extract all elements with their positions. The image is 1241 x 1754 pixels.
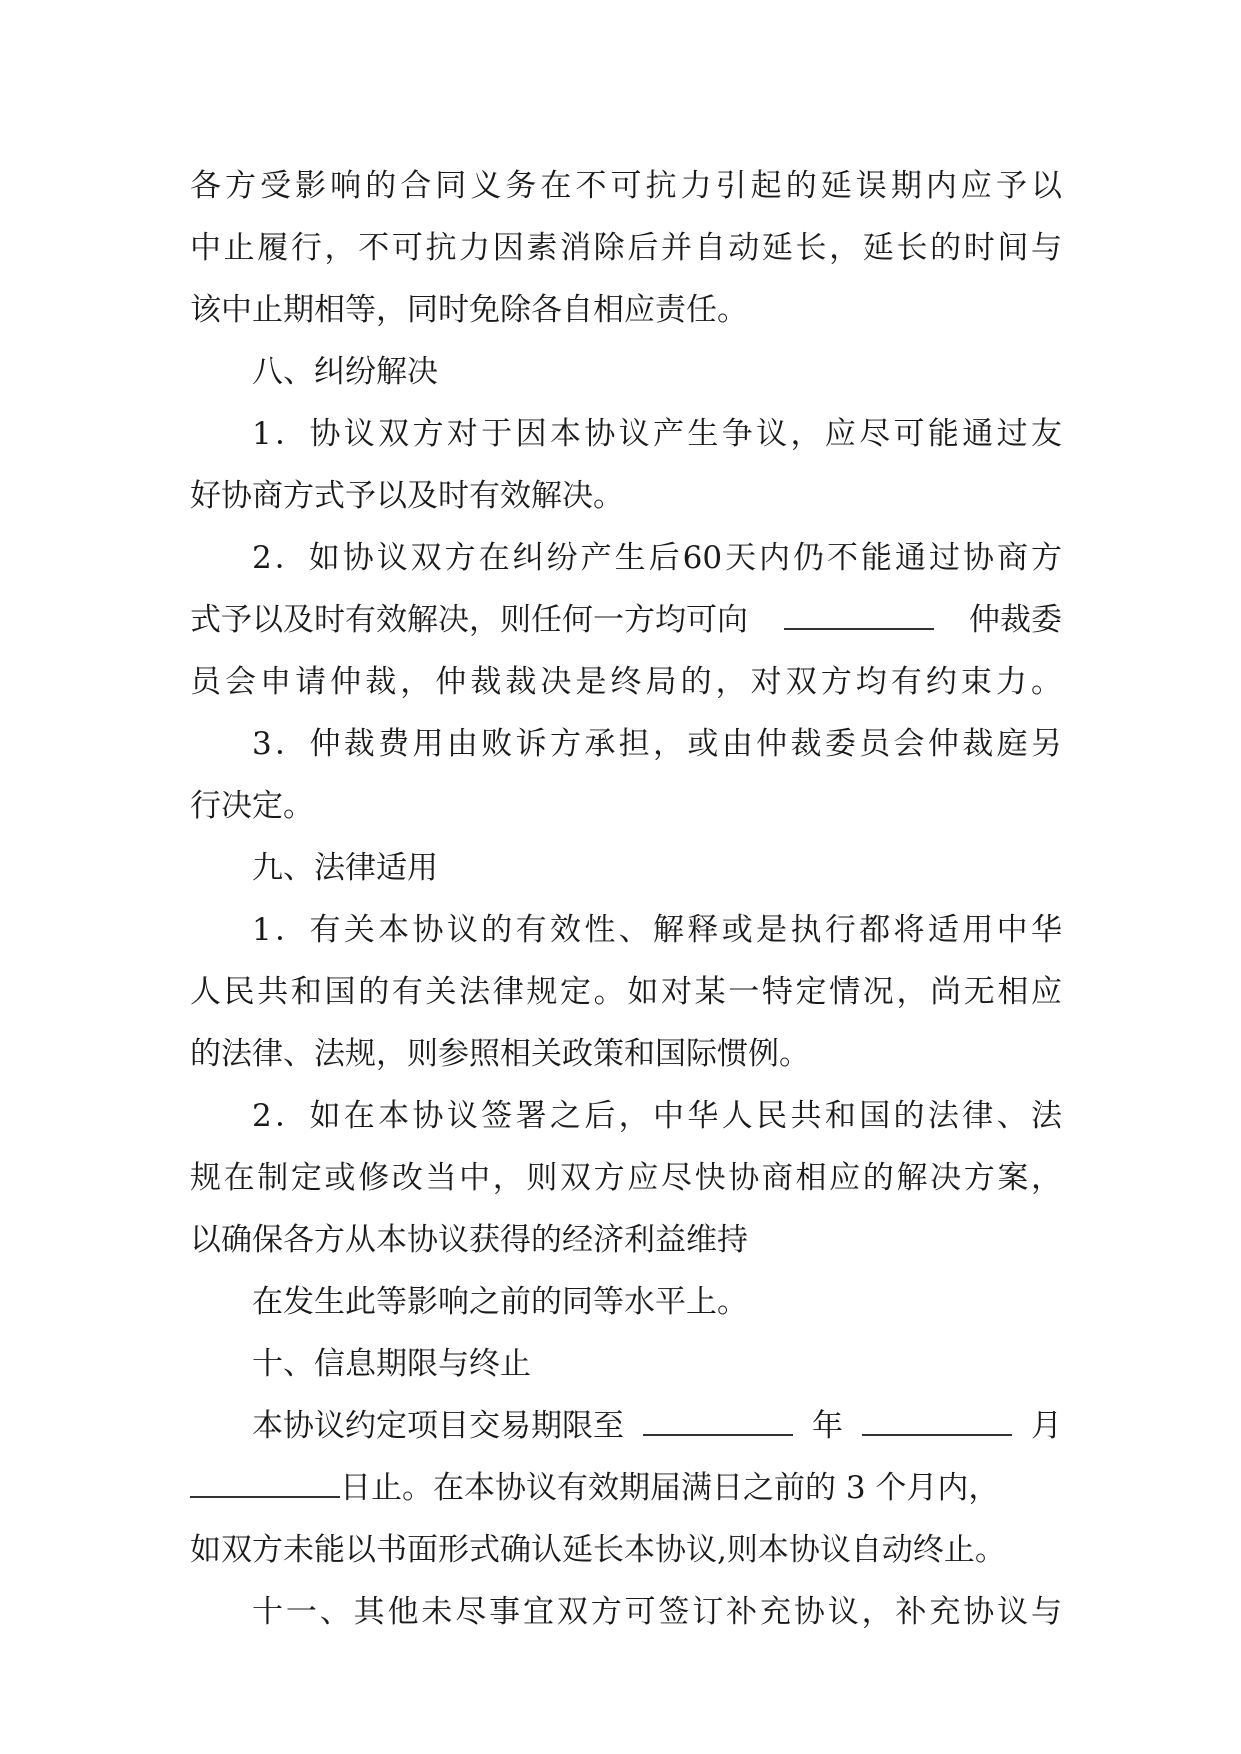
paragraph-line: 行决定。: [190, 788, 314, 824]
paragraph-line: 在发生此等影响之前的同等水平上。: [252, 1284, 748, 1320]
paragraph-line: 1．协议双方对于因本协议产生争议，应尽可能通过友: [252, 416, 1062, 452]
paragraph-line: 人民共和国的有关法律规定。如对某一特定情况，尚无相应: [190, 974, 1062, 1010]
section-heading-law: 九、法律适用: [252, 850, 438, 886]
section-heading-dispute: 八、纠纷解决: [252, 354, 438, 390]
paragraph-line: 2．如协议双方在纠纷产生后60天内仍不能通过协商方: [252, 540, 1062, 576]
text-segment: 日止。在本协议有效期届满日之前的 3 个月内，: [340, 1470, 1000, 1506]
text-segment: 月: [1031, 1408, 1062, 1444]
paragraph-line: 以确保各方从本协议获得的经济利益维持: [190, 1222, 748, 1258]
text-segment: 年: [812, 1408, 843, 1444]
paragraph-line: 规在制定或修改当中，则双方应尽快协商相应的解决方案，: [190, 1160, 1062, 1196]
paragraph-line: 中止履行，不可抗力因素消除后并自动延长，延长的时间与: [190, 230, 1062, 266]
paragraph-line: 好协商方式予以及时有效解决。: [190, 478, 624, 514]
text-segment: 式予以及时有效解决，则任何一方均可向: [190, 602, 748, 638]
paragraph-line: [190, 1395, 1062, 1457]
paragraph-line: 各方受影响的合同义务在不可抗力引起的延误期内应予以: [190, 168, 1062, 204]
paragraph-line: 2．如在本协议签署之后，中华人民共和国的法律、法: [252, 1098, 1062, 1134]
paragraph-line: 如双方未能以书面形式确认延长本协议,则本协议自动终止。: [190, 1532, 1006, 1568]
paragraph-line: [190, 589, 1062, 651]
paragraph-line: 该中止期相等，同时免除各自相应责任。: [190, 292, 748, 328]
paragraph-line: 1．有关本协议的有效性、解释或是执行都将适用中华: [252, 912, 1062, 948]
paragraph-line: 员会申请仲裁，仲裁裁决是终局的，对双方均有约束力。: [190, 664, 1062, 700]
text-segment: 仲裁委: [969, 602, 1062, 638]
section-heading-term: 十、信息期限与终止: [252, 1346, 531, 1382]
paragraph-line: 3．仲裁费用由败诉方承担，或由仲裁委员会仲裁庭另: [252, 726, 1062, 762]
paragraph-line: 的法律、法规，则参照相关政策和国际惯例。: [190, 1036, 810, 1072]
year-blank: [643, 1406, 793, 1436]
arbitration-committee-blank: [784, 600, 934, 630]
month-blank: [862, 1406, 1012, 1436]
document-page: [190, 155, 1062, 1643]
text-segment: 本协议约定项目交易期限至: [252, 1408, 624, 1444]
day-blank: [190, 1468, 340, 1498]
paragraph-line: [190, 1457, 1062, 1519]
paragraph-line: 十一、其他未尽事宜双方可签订补充协议，补充协议与: [252, 1594, 1062, 1630]
